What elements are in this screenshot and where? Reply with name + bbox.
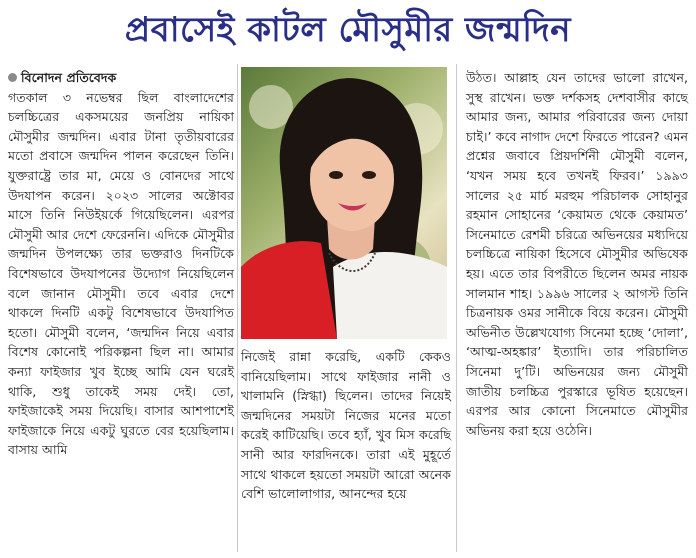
article-column-3: [466, 68, 688, 440]
portrait-illustration: [241, 67, 447, 339]
headline: প্রবাসেই কাটল মৌসুমীর জন্মদিন: [124, 10, 572, 50]
byline-text: বিনোদন প্রতিবেদক: [21, 70, 117, 85]
article-text-col2: নিজেই রান্না করেছি, একটি কেকও বানিয়েছিলাম। সাথে ফাইজার নানী ও খালামনি (স্নিগ্ধা) ছিলেন। তাদের নিয়েই জন্মদিনের সময়টা নিজের মনের মতো করেই কাটিয়েছি। তবে হ্যাঁ, খুব মিস করেছি সানী আর ফারদিনকে। তারা এই মুহূর্তে সাথে থাকলে হয়তো সময়টা আরো অনেক বেশি ভালোলাগার, আনন্দের হয়ে: [241, 349, 451, 502]
article-text-col1: গতকাল ৩ নভেম্বর ছিল বাংলাদেশের চলচ্চিত্রের একসময়ের জনপ্রিয় নায়িকা মৌসুমীর জন্মদিন। এবার টানা তৃতীয়বারের মতো প্রবাসে জন্মদিন পালন করেছেন তিনি। যুক্তরাষ্ট্রে তার মা, মেয়ে ও বোনদের সাথে উদযাপন করেন। ২০২৩ সালের অক্টোবর মাসে তিনি নিউইয়র্কে গিয়েছিলেন। এরপর মৌসুমী আর দেশে ফেরেননি। এদিকে মৌসুমীর জন্মদিন উপলক্ষ্যে তার ভক্তরাও দিনটিকে বিশেষভাবে উদযাপনের উদ্যোগ নিয়েছিলেন বলে জানান মৌসুমী। তবে এবার দেশে থাকলে দিনটি একটু বিশেষভাবে উদযাপিত হতো। মৌসুমী বলেন, ‘জন্মদিন নিয়ে এবার বিশেষ কোনোই পরিকল্পনা ছিল না। আমার কন্যা ফাইজার খুব ইচ্ছে আমি যেন ঘরেই থাকি, শুধু তাকেই সময় দেই। তো, ফাইজাকেই সময় দিয়েছি। বাসার আশপাশেই ফাইজাকে নিয়ে একটু ঘুরতে বের হয়েছিলাম। বাসায় আমি: [8, 89, 234, 458]
byline: [8, 68, 234, 88]
actress-photo: [241, 67, 447, 339]
column-divider-2: [456, 64, 457, 552]
article-column-2: [241, 347, 451, 504]
article-column-1: [8, 68, 234, 460]
article-text-col3: উঠত। আল্লাহ যেন তাদের ভালো রাখেন, সুস্থ রাখেন। ভক্ত দর্শকসহ দেশবাসীর কাছে আমার জন্য, আমার পরিবারের জন্য দোয়া চাই।’ কবে নাগাদ দেশে ফিরতে পারেন? এমন প্রশ্নের জবাবে প্রিয়দর্শিনী মৌসুমী বলেন, ‘যখন সময় হবে তখনই ফিরব।’ ১৯৯৩ সালের ২৫ মার্চ মরহুম পরিচালক সোহানুর রহমান সোহানের ‘কেয়ামত থেকে কেয়ামত’ সিনেমাতে রেশমী চরিত্রে অভিনয়ের মধ্যদিয়ে চলচ্চিত্রে নায়িকা হিসেবে মৌসুমীর অভিষেক হয়। এতে তার বিপরীতে ছিলেন অমর নায়ক সালমান শাহ। ১৯৯৬ সালের ২ আগস্ট তিনি চিত্রনায়ক ওমর সানীকে বিয়ে করেন। মৌসুমী অভিনীত উল্লেখযোগ্য সিনেমা হচ্ছে ‘দোলা’, ‘আত্ম-অহঙ্কার’ ইত্যাদি। তার পরিচালিত সিনেমা দু’টি। অভিনয়ের জন্য মৌসুমী জাতীয় চলচ্চিত্র পুরস্কারে ভূষিত হয়েছেন। এরপর আর কোনো সিনেমাতে মৌসুমীর অভিনয় করা হয়ে ওঠেনি।: [466, 70, 688, 438]
bullet-icon: [8, 73, 17, 82]
column-divider-1: [237, 64, 238, 552]
